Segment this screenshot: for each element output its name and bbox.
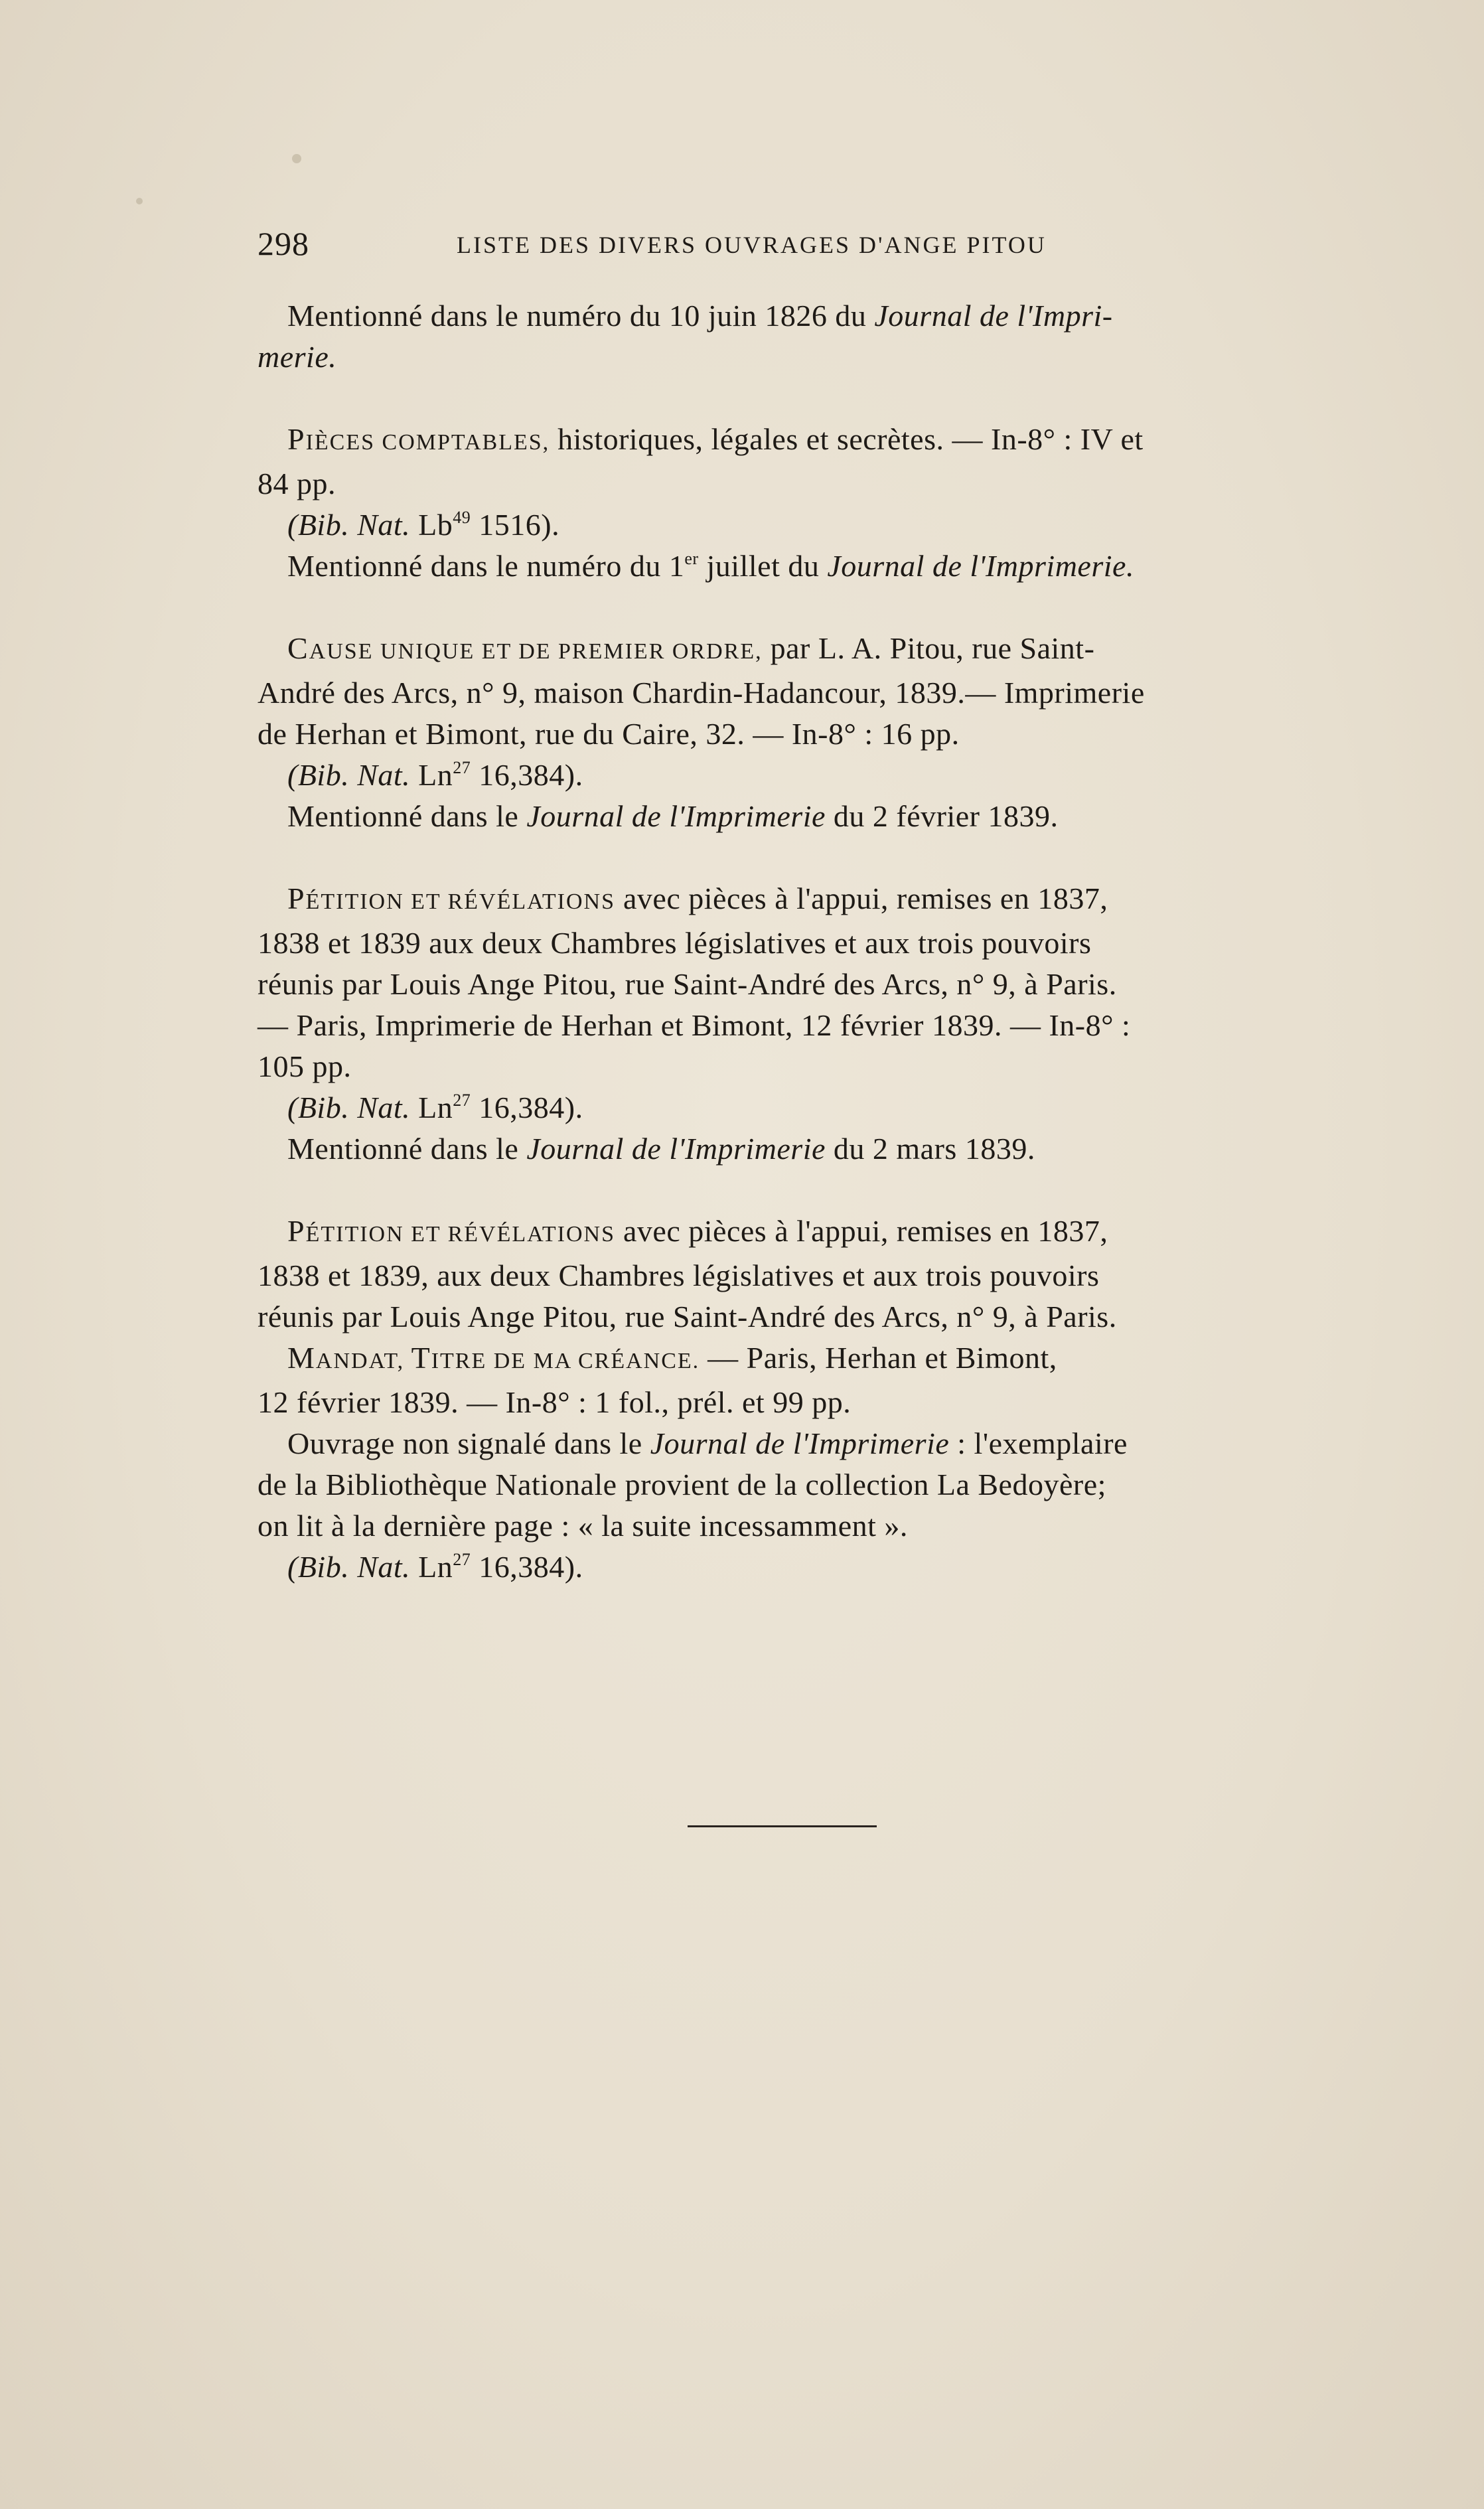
- entry-cause-unique: [258, 628, 1316, 837]
- entry-title-line: PÉTITION ET RÉVÉLATIONS avec pièces à l'appui, remises en 1837,: [287, 881, 1108, 915]
- running-title: LISTE DES DIVERS OUVRAGES D'ANGE PITOU: [457, 232, 1047, 258]
- note-line: Ouvrage non signalé dans le Journal de l'Imprimerie : l'exemplaire: [287, 1426, 1128, 1460]
- page-body: [258, 295, 1316, 1629]
- text-line: réunis par Louis Ange Pitou, rue Saint-André des Arcs, n° 9, à Paris.: [258, 967, 1117, 1001]
- mention-line: Mentionné dans le Journal de l'Imprimerie du 2 mars 1839.: [287, 1132, 1035, 1166]
- mention-line: Mentionné dans le numéro du 1er juillet du Journal de l'Imprimerie.: [287, 549, 1134, 583]
- running-header: [258, 224, 1319, 264]
- entry-title-line: PÉTITION ET RÉVÉLATIONS avec pièces à l'appui, remises en 1837,: [287, 1214, 1108, 1248]
- text-line: 1838 et 1839 aux deux Chambres législatives et aux trois pouvoirs: [258, 926, 1092, 960]
- text-line: 1838 et 1839, aux deux Chambres législatives et aux trois pouvoirs: [258, 1258, 1100, 1292]
- text-line: André des Arcs, n° 9, maison Chardin-Hadancour, 1839.— Imprimerie: [258, 676, 1145, 710]
- text-line: de la Bibliothèque Nationale provient de la collection La Bedoyère;: [258, 1468, 1106, 1501]
- text-line: merie.: [258, 340, 337, 374]
- paper-spot: [136, 198, 143, 204]
- bib-reference: (Bib. Nat. Ln$^{27}$ 16,384).: [287, 1091, 583, 1124]
- subtitle-line: MANDAT, TITRE DE MA CRÉANCE. — Paris, Herhan et Bimont,: [287, 1341, 1057, 1375]
- text-line: — Paris, Imprimerie de Herhan et Bimont, 12 février 1839. — In-8° :: [258, 1008, 1131, 1042]
- text-line: réunis par Louis Ange Pitou, rue Saint-André des Arcs, n° 9, à Paris.: [258, 1300, 1117, 1333]
- text-line: 84 pp.: [258, 467, 336, 500]
- end-rule: [688, 1825, 877, 1827]
- entry-petition-2: [258, 1211, 1316, 1588]
- bib-reference: (Bib. Nat. Lb$^{49}$ 1516).: [287, 508, 560, 542]
- page-number: 298: [258, 225, 309, 262]
- entry-title-line: CAUSE UNIQUE ET DE PREMIER ORDRE, par L. A. Pitou, rue Saint-: [287, 631, 1095, 665]
- text-line: Mentionné dans le numéro du 10 juin 1826 du Journal de l'Impri-: [287, 299, 1113, 333]
- entry-petition-1: [258, 878, 1316, 1170]
- text-line: de Herhan et Bimont, rue du Caire, 32. — In-8° : 16 pp.: [258, 717, 960, 751]
- text-line: on lit à la dernière page : « la suite incessamment ».: [258, 1509, 908, 1543]
- entry-title-line: PIÈCES COMPTABLES, historiques, légales et secrètes. — In-8° : IV et: [287, 422, 1144, 456]
- bib-reference: (Bib. Nat. Ln$^{27}$ 16,384).: [287, 1550, 583, 1584]
- text-line: 105 pp.: [258, 1049, 352, 1083]
- mention-line: Mentionné dans le Journal de l'Imprimerie du 2 février 1839.: [287, 799, 1059, 833]
- paper-spot: [292, 154, 301, 163]
- entry-mention-1826: [258, 295, 1316, 378]
- entry-pieces-comptables: [258, 419, 1316, 587]
- text-line: 12 février 1839. — In-8° : 1 fol., prél. et 99 pp.: [258, 1385, 852, 1419]
- bib-reference: (Bib. Nat. Ln$^{27}$ 16,384).: [287, 758, 583, 792]
